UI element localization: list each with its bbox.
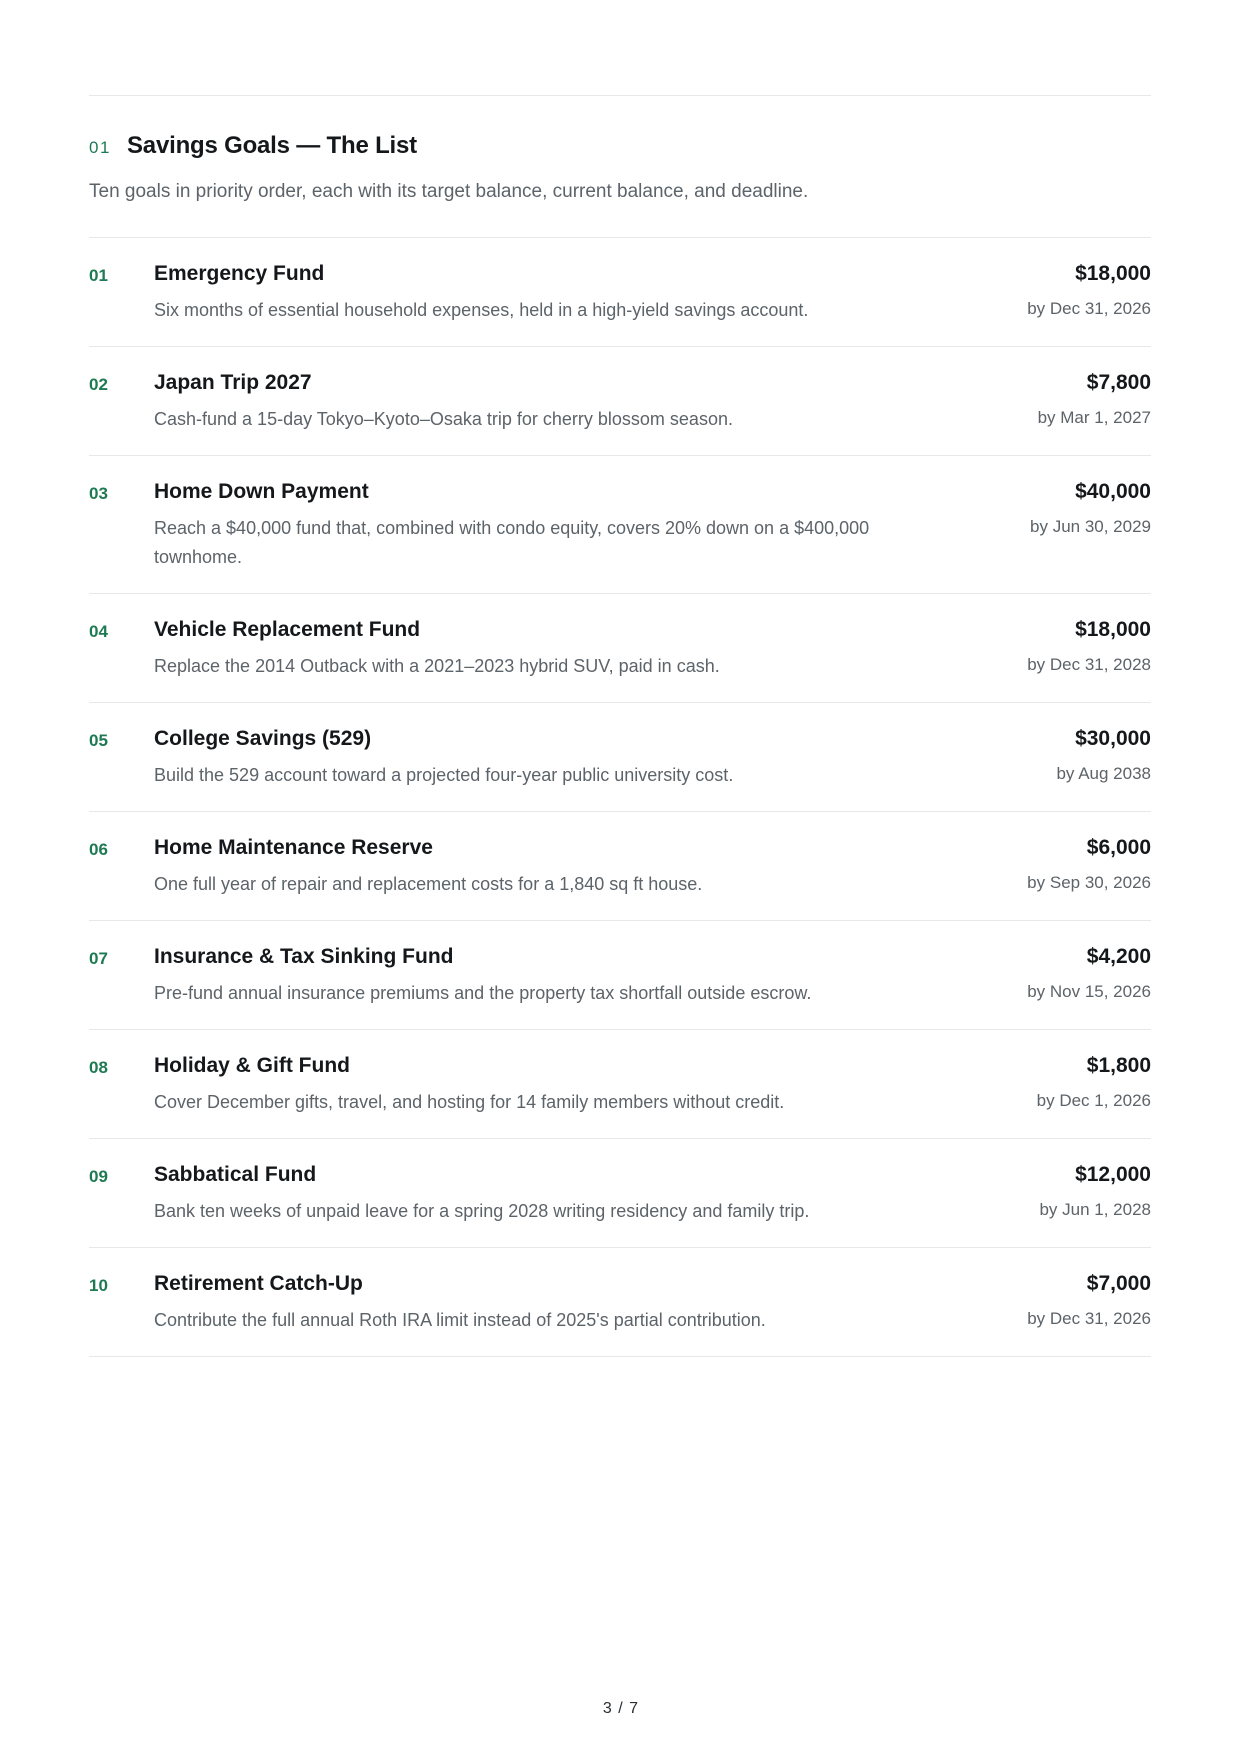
goal-deadline: by Dec 1, 2026	[1036, 1091, 1151, 1110]
goal-body	[154, 479, 971, 572]
goals-list	[89, 237, 1151, 1357]
section-title: Savings Goals — The List	[127, 132, 417, 159]
section-header	[89, 132, 1151, 160]
goal-number: 08	[89, 1058, 108, 1077]
goal-body	[154, 944, 971, 1008]
goal-meta	[971, 370, 1151, 431]
goal-amount: $7,000	[1086, 1272, 1151, 1295]
goal-row	[89, 921, 1151, 1030]
goal-description: One full year of repair and replacement costs for a 1,840 sq ft house.	[154, 874, 703, 894]
goal-deadline: by Dec 31, 2028	[1027, 655, 1151, 674]
goal-body	[154, 370, 971, 434]
goal-number: 04	[89, 622, 108, 641]
goal-body	[154, 1162, 971, 1226]
goal-deadline: by Dec 31, 2026	[1027, 299, 1151, 318]
goal-meta	[971, 1162, 1151, 1223]
goal-deadline: by Mar 1, 2027	[1037, 408, 1151, 427]
goal-amount: $18,000	[1075, 262, 1151, 285]
goal-body	[154, 726, 971, 790]
goal-meta	[971, 1053, 1151, 1114]
goal-number: 07	[89, 949, 108, 968]
goal-description: Replace the 2014 Outback with a 2021–2023 hybrid SUV, paid in cash.	[154, 656, 720, 676]
goal-body	[154, 835, 971, 899]
goal-deadline: by Sep 30, 2026	[1027, 873, 1151, 892]
goal-amount: $18,000	[1075, 618, 1151, 641]
goal-row	[89, 1139, 1151, 1248]
goal-title: Insurance & Tax Sinking Fund	[154, 945, 454, 968]
goal-description: Cash-fund a 15-day Tokyo–Kyoto–Osaka trip for cherry blossom season.	[154, 409, 733, 429]
goal-body	[154, 1053, 971, 1117]
goal-description: Reach a $40,000 fund that, combined with condo equity, covers 20% down on a $400,000 townhome.	[154, 518, 870, 567]
goal-title: Emergency Fund	[154, 262, 325, 285]
top-divider	[89, 95, 1151, 96]
goal-meta	[971, 1271, 1151, 1332]
goal-meta	[971, 944, 1151, 1005]
goal-amount: $40,000	[1075, 480, 1151, 503]
goal-row	[89, 1248, 1151, 1357]
section-number: 01	[89, 138, 111, 157]
section-description: Ten goals in priority order, each with its target balance, current balance, and deadline.	[89, 181, 809, 202]
document-page	[89, 95, 1151, 1357]
goal-title: Sabbatical Fund	[154, 1163, 317, 1186]
goal-title: Home Maintenance Reserve	[154, 836, 433, 859]
goal-row	[89, 347, 1151, 456]
goal-deadline: by Aug 2038	[1056, 764, 1151, 783]
goal-meta	[971, 479, 1151, 540]
goal-body	[154, 1271, 971, 1335]
goal-title: College Savings (529)	[154, 727, 372, 750]
goal-deadline: by Dec 31, 2026	[1027, 1309, 1151, 1328]
goal-description: Cover December gifts, travel, and hosting for 14 family members without credit.	[154, 1092, 785, 1112]
goal-meta	[971, 726, 1151, 787]
goal-meta	[971, 835, 1151, 896]
goal-description: Pre-fund annual insurance premiums and the property tax shortfall outside escrow.	[154, 983, 812, 1003]
goal-number: 02	[89, 375, 108, 394]
goal-amount: $4,200	[1086, 945, 1151, 968]
goal-title: Holiday & Gift Fund	[154, 1054, 350, 1077]
goal-description: Bank ten weeks of unpaid leave for a spring 2028 writing residency and family trip.	[154, 1201, 810, 1221]
goal-amount: $7,800	[1086, 371, 1151, 394]
goal-row	[89, 594, 1151, 703]
goal-amount: $6,000	[1086, 836, 1151, 859]
goal-number: 06	[89, 840, 108, 859]
goal-row	[89, 238, 1151, 347]
goal-amount: $30,000	[1075, 727, 1151, 750]
goal-row	[89, 703, 1151, 812]
goal-row	[89, 1030, 1151, 1139]
goal-row	[89, 456, 1151, 594]
goal-number: 03	[89, 484, 108, 503]
goal-number: 10	[89, 1276, 108, 1295]
goal-amount: $12,000	[1075, 1163, 1151, 1186]
goal-row	[89, 812, 1151, 921]
goal-title: Vehicle Replacement Fund	[154, 618, 421, 641]
goal-title: Retirement Catch-Up	[154, 1272, 363, 1295]
goal-amount: $1,800	[1086, 1054, 1151, 1077]
goal-description: Build the 529 account toward a projected four-year public university cost.	[154, 765, 734, 785]
goal-body	[154, 261, 971, 325]
goal-description: Contribute the full annual Roth IRA limit instead of 2025's partial contribution.	[154, 1310, 766, 1330]
goal-number: 09	[89, 1167, 108, 1186]
goal-number: 05	[89, 731, 108, 750]
goal-title: Japan Trip 2027	[154, 371, 312, 394]
goal-title: Home Down Payment	[154, 480, 369, 503]
goal-meta	[971, 261, 1151, 322]
goal-body	[154, 617, 971, 681]
goal-meta	[971, 617, 1151, 678]
goal-deadline: by Jun 30, 2029	[1030, 517, 1151, 536]
page-number: 3 / 7	[602, 1700, 640, 1717]
goal-number: 01	[89, 266, 108, 285]
goal-deadline: by Nov 15, 2026	[1027, 982, 1151, 1001]
goal-deadline: by Jun 1, 2028	[1039, 1200, 1151, 1219]
goal-description: Six months of essential household expenses, held in a high-yield savings account.	[154, 300, 809, 320]
